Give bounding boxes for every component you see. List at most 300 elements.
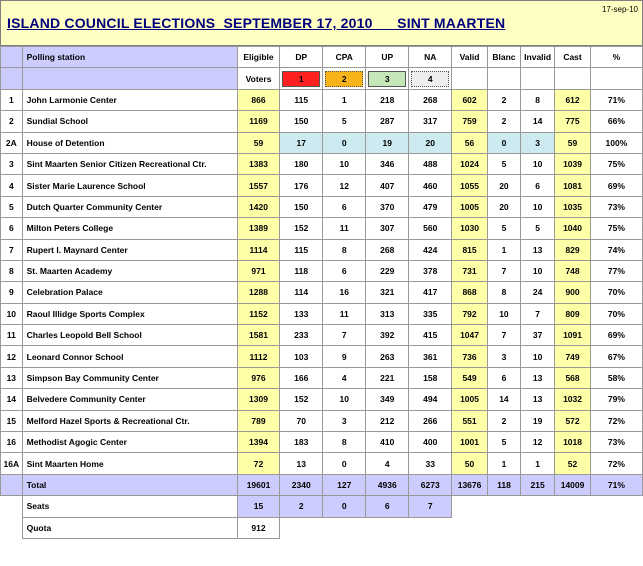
total-blanc: 118 [487, 474, 520, 495]
station-name: Raoul Illidge Sports Complex [22, 303, 237, 324]
results-table [0, 46, 643, 539]
votes-dp: 152 [280, 389, 323, 410]
eligible-voters: 1581 [237, 325, 279, 346]
valid-votes: 868 [452, 282, 488, 303]
cast-votes: 900 [555, 282, 591, 303]
station-number: 16A [1, 453, 23, 474]
eligible-voters: 976 [237, 367, 279, 388]
votes-up: 392 [366, 325, 409, 346]
table-row [1, 218, 643, 239]
page-title: ISLAND COUNCIL ELECTIONS SEPTEMBER 17, 2010 SINT MAARTEN [7, 15, 506, 31]
station-name: Leonard Connor School [22, 346, 237, 367]
eligible-voters: 1557 [237, 175, 279, 196]
votes-dp: 103 [280, 346, 323, 367]
header-voters: Voters [237, 68, 279, 89]
party-badge-cpa: 2 [325, 71, 363, 87]
seats-blank [590, 496, 642, 517]
station-name: House of Detention [22, 132, 237, 153]
blanc-votes: 2 [487, 89, 520, 110]
votes-cpa: 10 [323, 389, 366, 410]
cast-votes: 809 [555, 303, 591, 324]
blanc-votes: 1 [487, 453, 520, 474]
eligible-voters: 1288 [237, 282, 279, 303]
station-name: Methodist Agogic Center [22, 432, 237, 453]
votes-na: 460 [409, 175, 452, 196]
invalid-votes: 10 [521, 196, 555, 217]
votes-up: 321 [366, 282, 409, 303]
votes-dp: 133 [280, 303, 323, 324]
list-number-up [366, 68, 409, 89]
header-station: Polling station [22, 47, 237, 68]
eligible-voters: 59 [237, 132, 279, 153]
votes-dp: 233 [280, 325, 323, 346]
cast-votes: 829 [555, 239, 591, 260]
votes-up: 287 [366, 111, 409, 132]
votes-cpa: 4 [323, 367, 366, 388]
eligible-voters: 971 [237, 260, 279, 281]
invalid-votes: 37 [521, 325, 555, 346]
station-number: 3 [1, 153, 23, 174]
seats-dp: 2 [280, 496, 323, 517]
votes-cpa: 11 [323, 303, 366, 324]
table-row [1, 303, 643, 324]
valid-votes: 1030 [452, 218, 488, 239]
votes-na: 268 [409, 89, 452, 110]
valid-votes: 551 [452, 410, 488, 431]
votes-up: 268 [366, 239, 409, 260]
votes-up: 370 [366, 196, 409, 217]
quota-spacer [1, 517, 23, 538]
quota-blank [487, 517, 520, 538]
cast-votes: 612 [555, 89, 591, 110]
votes-up: 410 [366, 432, 409, 453]
quota-blank [323, 517, 366, 538]
cast-votes: 1039 [555, 153, 591, 174]
station-number: 10 [1, 303, 23, 324]
table-row [1, 153, 643, 174]
valid-votes: 1005 [452, 389, 488, 410]
votes-dp: 115 [280, 239, 323, 260]
votes-cpa: 1 [323, 89, 366, 110]
cast-votes: 748 [555, 260, 591, 281]
votes-up: 218 [366, 89, 409, 110]
votes-cpa: 16 [323, 282, 366, 303]
invalid-votes: 5 [521, 218, 555, 239]
cast-votes: 1040 [555, 218, 591, 239]
cast-votes: 1018 [555, 432, 591, 453]
station-name: Dutch Quarter Community Center [22, 196, 237, 217]
votes-cpa: 5 [323, 111, 366, 132]
table-row [1, 260, 643, 281]
table-row [1, 389, 643, 410]
header-number-2 [1, 68, 23, 89]
blanc-votes: 6 [487, 367, 520, 388]
station-name: Sint Maarten Home [22, 453, 237, 474]
turnout-pct: 77% [590, 260, 642, 281]
total-dp: 2340 [280, 474, 323, 495]
station-number: 6 [1, 218, 23, 239]
table-row [1, 410, 643, 431]
eligible-voters: 1394 [237, 432, 279, 453]
seats-blank [452, 496, 488, 517]
seats-label: Seats [22, 496, 237, 517]
blanc-votes: 5 [487, 218, 520, 239]
eligible-voters: 1152 [237, 303, 279, 324]
valid-votes: 1001 [452, 432, 488, 453]
eligible-voters: 1114 [237, 239, 279, 260]
votes-na: 488 [409, 153, 452, 174]
station-name: Simpson Bay Community Center [22, 367, 237, 388]
quota-blank [452, 517, 488, 538]
votes-up: 212 [366, 410, 409, 431]
quota-label: Quota [22, 517, 237, 538]
invalid-votes: 12 [521, 432, 555, 453]
header-up: UP [366, 47, 409, 68]
turnout-pct: 69% [590, 325, 642, 346]
votes-up: 349 [366, 389, 409, 410]
blanc-votes: 3 [487, 346, 520, 367]
votes-up: 19 [366, 132, 409, 153]
votes-na: 335 [409, 303, 452, 324]
valid-votes: 50 [452, 453, 488, 474]
blanc-votes: 2 [487, 410, 520, 431]
votes-cpa: 10 [323, 153, 366, 174]
invalid-votes: 19 [521, 410, 555, 431]
station-number: 14 [1, 389, 23, 410]
list-number-cpa [323, 68, 366, 89]
station-number: 7 [1, 239, 23, 260]
votes-up: 221 [366, 367, 409, 388]
party-badge-dp: 1 [282, 71, 320, 87]
turnout-pct: 100% [590, 132, 642, 153]
valid-votes: 1055 [452, 175, 488, 196]
station-name: Belvedere Community Center [22, 389, 237, 410]
seats-blank [555, 496, 591, 517]
turnout-pct: 71% [590, 89, 642, 110]
votes-dp: 183 [280, 432, 323, 453]
invalid-votes: 13 [521, 389, 555, 410]
header-row-1 [1, 47, 643, 68]
seats-spacer [1, 496, 23, 517]
station-name: Charles Leopold Bell School [22, 325, 237, 346]
header-cpa: CPA [323, 47, 366, 68]
turnout-pct: 67% [590, 346, 642, 367]
header-valid: Valid [452, 47, 488, 68]
invalid-votes: 10 [521, 346, 555, 367]
votes-na: 479 [409, 196, 452, 217]
votes-dp: 180 [280, 153, 323, 174]
table-row [1, 196, 643, 217]
table-row [1, 453, 643, 474]
turnout-pct: 70% [590, 282, 642, 303]
turnout-pct: 72% [590, 453, 642, 474]
valid-votes: 792 [452, 303, 488, 324]
valid-votes: 736 [452, 346, 488, 367]
turnout-pct: 66% [590, 111, 642, 132]
table-row [1, 89, 643, 110]
station-number: 11 [1, 325, 23, 346]
station-number: 9 [1, 282, 23, 303]
votes-na: 400 [409, 432, 452, 453]
turnout-pct: 75% [590, 218, 642, 239]
invalid-votes: 13 [521, 367, 555, 388]
eligible-voters: 1169 [237, 111, 279, 132]
votes-cpa: 0 [323, 453, 366, 474]
votes-na: 560 [409, 218, 452, 239]
list-number-dp [280, 68, 323, 89]
valid-votes: 815 [452, 239, 488, 260]
list-number-na [409, 68, 452, 89]
quota-blank [521, 517, 555, 538]
blanc-votes: 7 [487, 260, 520, 281]
invalid-votes: 3 [521, 132, 555, 153]
votes-na: 20 [409, 132, 452, 153]
votes-dp: 17 [280, 132, 323, 153]
votes-na: 494 [409, 389, 452, 410]
turnout-pct: 58% [590, 367, 642, 388]
total-cast: 14009 [555, 474, 591, 495]
votes-dp: 150 [280, 111, 323, 132]
header-station-2 [22, 68, 237, 89]
blanc-votes: 5 [487, 432, 520, 453]
seats-blank [487, 496, 520, 517]
total-eligible: 19601 [237, 474, 279, 495]
blanc-votes: 20 [487, 175, 520, 196]
votes-up: 229 [366, 260, 409, 281]
votes-na: 361 [409, 346, 452, 367]
header-dp: DP [280, 47, 323, 68]
quota-blank [590, 517, 642, 538]
votes-na: 317 [409, 111, 452, 132]
header-pct: % [590, 47, 642, 68]
date-stamp: 17-sep-10 [601, 5, 638, 14]
blanc-votes: 8 [487, 282, 520, 303]
votes-dp: 176 [280, 175, 323, 196]
votes-up: 4 [366, 453, 409, 474]
eligible-voters: 789 [237, 410, 279, 431]
table-row [1, 132, 643, 153]
cast-votes: 1081 [555, 175, 591, 196]
cast-votes: 572 [555, 410, 591, 431]
station-name: Celebration Palace [22, 282, 237, 303]
quota-blank [280, 517, 323, 538]
cast-votes: 1032 [555, 389, 591, 410]
blanc-votes: 7 [487, 325, 520, 346]
station-number: 5 [1, 196, 23, 217]
votes-cpa: 8 [323, 432, 366, 453]
quota-blank [555, 517, 591, 538]
seats-blank [521, 496, 555, 517]
votes-up: 407 [366, 175, 409, 196]
votes-cpa: 9 [323, 346, 366, 367]
eligible-voters: 1112 [237, 346, 279, 367]
votes-na: 417 [409, 282, 452, 303]
header-blanc: Blanc [487, 47, 520, 68]
seats-up: 6 [366, 496, 409, 517]
invalid-votes: 8 [521, 89, 555, 110]
votes-dp: 152 [280, 218, 323, 239]
station-name: Sint Maarten Senior Citizen Recreational Ctr. [22, 153, 237, 174]
total-pct: 71% [590, 474, 642, 495]
eligible-voters: 72 [237, 453, 279, 474]
table-row [1, 175, 643, 196]
valid-votes: 1047 [452, 325, 488, 346]
station-number: 2 [1, 111, 23, 132]
quota-row [1, 517, 643, 538]
turnout-pct: 79% [590, 389, 642, 410]
votes-cpa: 7 [323, 325, 366, 346]
votes-na: 378 [409, 260, 452, 281]
quota-value: 912 [237, 517, 279, 538]
table-row [1, 111, 643, 132]
title-bar [0, 0, 643, 46]
votes-up: 263 [366, 346, 409, 367]
blanc-votes: 14 [487, 389, 520, 410]
header-number [1, 47, 23, 68]
votes-na: 415 [409, 325, 452, 346]
eligible-voters: 1309 [237, 389, 279, 410]
cast-votes: 59 [555, 132, 591, 153]
votes-up: 313 [366, 303, 409, 324]
blanc-votes: 10 [487, 303, 520, 324]
total-invalid: 215 [521, 474, 555, 495]
turnout-pct: 73% [590, 432, 642, 453]
table-row [1, 282, 643, 303]
header-na: NA [409, 47, 452, 68]
seats-row [1, 496, 643, 517]
total-label: Total [22, 474, 237, 495]
votes-up: 307 [366, 218, 409, 239]
station-name: Milton Peters College [22, 218, 237, 239]
votes-dp: 13 [280, 453, 323, 474]
votes-na: 424 [409, 239, 452, 260]
votes-dp: 166 [280, 367, 323, 388]
votes-dp: 115 [280, 89, 323, 110]
party-badge-na: 4 [411, 71, 449, 87]
total-row [1, 474, 643, 495]
turnout-pct: 72% [590, 410, 642, 431]
votes-dp: 70 [280, 410, 323, 431]
turnout-pct: 69% [590, 175, 642, 196]
table-row [1, 367, 643, 388]
table-row [1, 346, 643, 367]
blanc-votes: 2 [487, 111, 520, 132]
station-number: 1 [1, 89, 23, 110]
party-badge-up: 3 [368, 71, 406, 87]
station-number: 12 [1, 346, 23, 367]
valid-votes: 1024 [452, 153, 488, 174]
quota-blank [366, 517, 409, 538]
votes-na: 158 [409, 367, 452, 388]
invalid-votes: 10 [521, 153, 555, 174]
table-row [1, 432, 643, 453]
station-name: Melford Hazel Sports & Recreational Ctr. [22, 410, 237, 431]
turnout-pct: 73% [590, 196, 642, 217]
total-number [1, 474, 23, 495]
cast-votes: 52 [555, 453, 591, 474]
votes-cpa: 6 [323, 196, 366, 217]
blanc-votes: 5 [487, 153, 520, 174]
blanc-votes: 20 [487, 196, 520, 217]
votes-cpa: 11 [323, 218, 366, 239]
station-name: St. Maarten Academy [22, 260, 237, 281]
seats-total: 15 [237, 496, 279, 517]
valid-votes: 602 [452, 89, 488, 110]
valid-votes: 759 [452, 111, 488, 132]
votes-dp: 150 [280, 196, 323, 217]
valid-votes: 1005 [452, 196, 488, 217]
station-number: 16 [1, 432, 23, 453]
station-number: 15 [1, 410, 23, 431]
table-row [1, 239, 643, 260]
total-cpa: 127 [323, 474, 366, 495]
header-row-2 [1, 68, 643, 89]
invalid-votes: 13 [521, 239, 555, 260]
blanc-votes: 1 [487, 239, 520, 260]
turnout-pct: 74% [590, 239, 642, 260]
invalid-votes: 7 [521, 303, 555, 324]
total-up: 4936 [366, 474, 409, 495]
station-number: 13 [1, 367, 23, 388]
station-name: Rupert I. Maynard Center [22, 239, 237, 260]
eligible-voters: 1389 [237, 218, 279, 239]
invalid-votes: 6 [521, 175, 555, 196]
invalid-votes: 1 [521, 453, 555, 474]
station-name: John Larmonie Center [22, 89, 237, 110]
header-invalid: Invalid [521, 47, 555, 68]
votes-cpa: 3 [323, 410, 366, 431]
seats-na: 7 [409, 496, 452, 517]
valid-votes: 549 [452, 367, 488, 388]
eligible-voters: 1383 [237, 153, 279, 174]
cast-votes: 1035 [555, 196, 591, 217]
votes-cpa: 8 [323, 239, 366, 260]
header-cast: Cast [555, 47, 591, 68]
invalid-votes: 24 [521, 282, 555, 303]
header-eligible: Eligible [237, 47, 279, 68]
invalid-votes: 10 [521, 260, 555, 281]
votes-cpa: 12 [323, 175, 366, 196]
cast-votes: 568 [555, 367, 591, 388]
quota-blank [409, 517, 452, 538]
station-number: 8 [1, 260, 23, 281]
total-na: 6273 [409, 474, 452, 495]
seats-cpa: 0 [323, 496, 366, 517]
total-valid: 13676 [452, 474, 488, 495]
station-name: Sundial School [22, 111, 237, 132]
valid-votes: 731 [452, 260, 488, 281]
cast-votes: 749 [555, 346, 591, 367]
turnout-pct: 75% [590, 153, 642, 174]
station-number: 4 [1, 175, 23, 196]
station-number: 2A [1, 132, 23, 153]
votes-up: 346 [366, 153, 409, 174]
turnout-pct: 70% [590, 303, 642, 324]
eligible-voters: 866 [237, 89, 279, 110]
votes-cpa: 0 [323, 132, 366, 153]
cast-votes: 1091 [555, 325, 591, 346]
votes-dp: 118 [280, 260, 323, 281]
cast-votes: 775 [555, 111, 591, 132]
invalid-votes: 14 [521, 111, 555, 132]
blanc-votes: 0 [487, 132, 520, 153]
votes-na: 33 [409, 453, 452, 474]
votes-dp: 114 [280, 282, 323, 303]
votes-cpa: 6 [323, 260, 366, 281]
table-row [1, 325, 643, 346]
valid-votes: 56 [452, 132, 488, 153]
eligible-voters: 1420 [237, 196, 279, 217]
